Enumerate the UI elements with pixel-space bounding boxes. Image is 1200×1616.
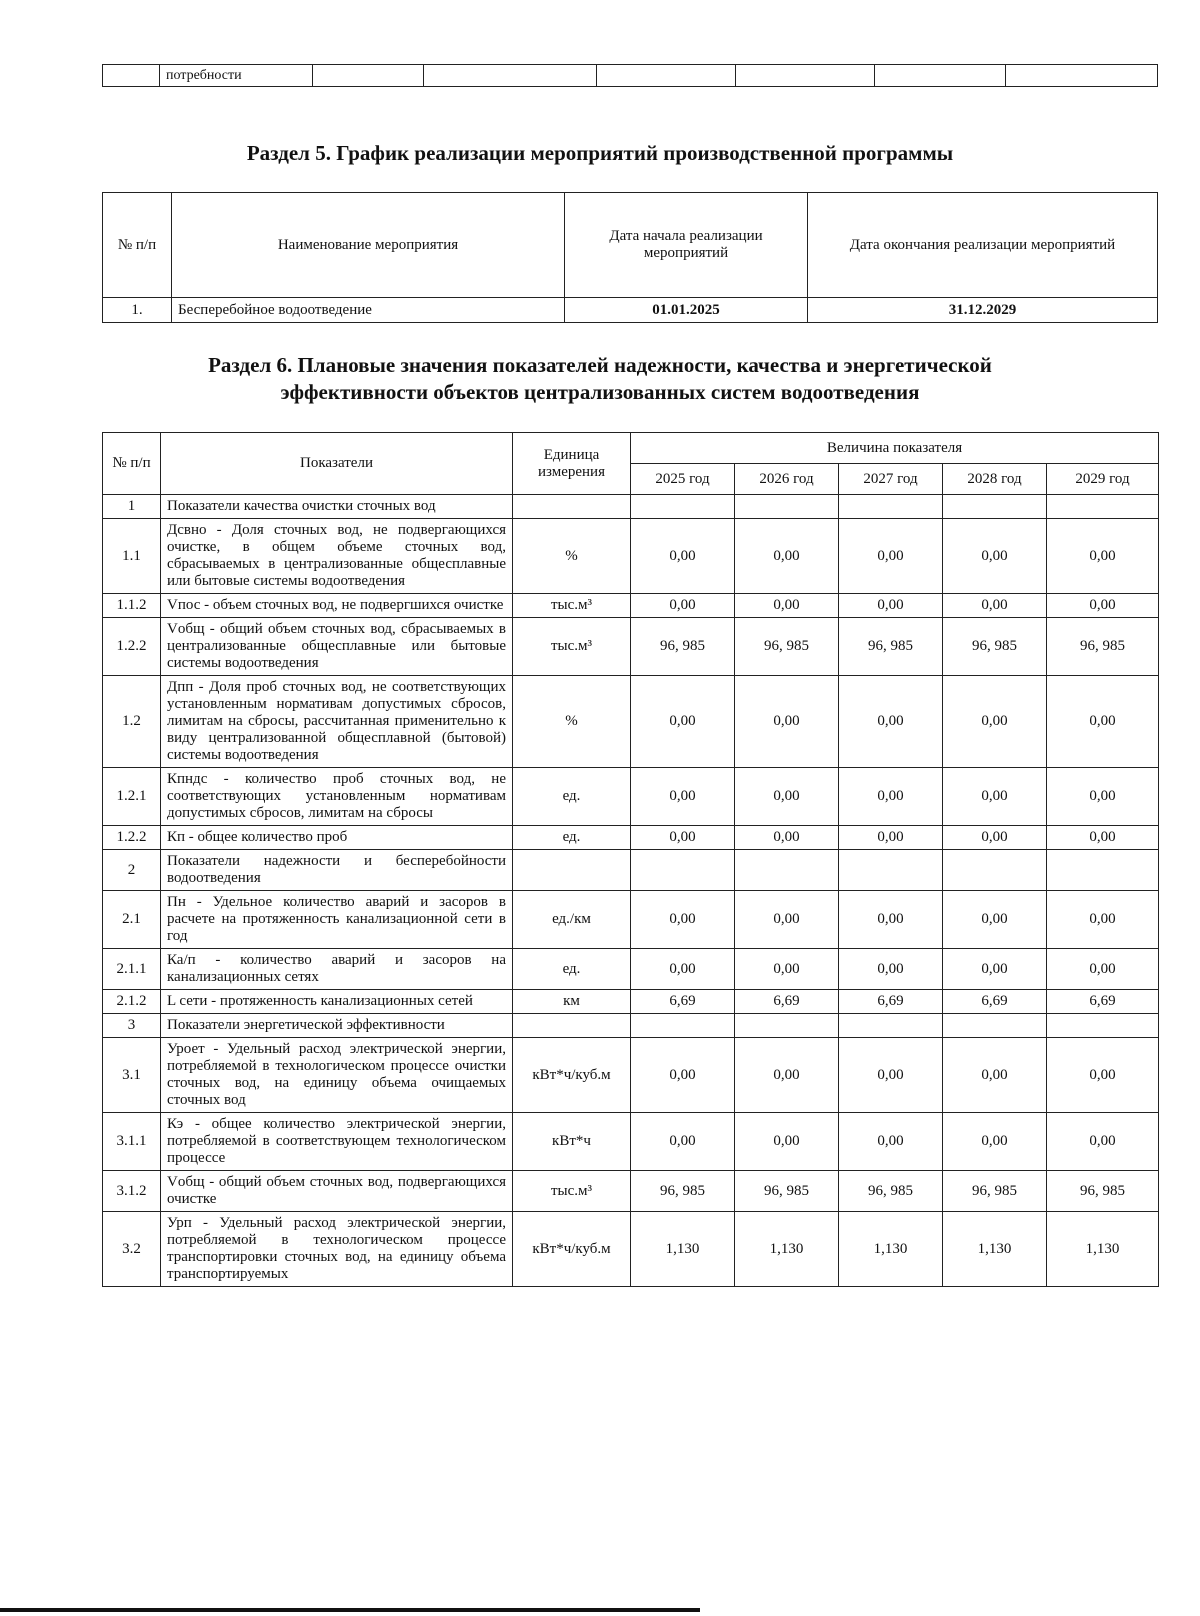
row-indicator: Vпос - объем сточных вод, не подвергшихся очистке bbox=[161, 594, 513, 618]
row-value: 0,00 bbox=[1047, 768, 1159, 826]
row-indicator: Vобщ - общий объем сточных вод, сбрасываемых в централизованные общесплавные или бытовые системы водоотведения bbox=[161, 618, 513, 676]
row-value: 0,00 bbox=[943, 594, 1047, 618]
table-row bbox=[103, 826, 1159, 850]
row-value: 96, 985 bbox=[1047, 618, 1159, 676]
table-row bbox=[103, 594, 1159, 618]
row-num: 2.1.2 bbox=[103, 990, 161, 1014]
row-num: 1.1.2 bbox=[103, 594, 161, 618]
row-value: 0,00 bbox=[631, 676, 735, 768]
row-value: 96, 985 bbox=[943, 1171, 1047, 1212]
row-value: 0,00 bbox=[943, 949, 1047, 990]
row-num: 1.2 bbox=[103, 676, 161, 768]
header-unit: Единица измерения bbox=[513, 433, 631, 495]
row-value: 96, 985 bbox=[839, 618, 943, 676]
row-value: 1,130 bbox=[631, 1212, 735, 1287]
section6-table-body bbox=[103, 495, 1159, 1287]
table-row bbox=[103, 891, 1159, 949]
table-cell bbox=[313, 65, 424, 87]
row-value: 0,00 bbox=[839, 594, 943, 618]
table-row bbox=[103, 1014, 1159, 1038]
row-value bbox=[943, 1014, 1047, 1038]
header-year: 2026 год bbox=[735, 464, 839, 495]
table-row bbox=[103, 1113, 1159, 1171]
header-num: № п/п bbox=[103, 193, 172, 298]
row-value: 6,69 bbox=[735, 990, 839, 1014]
row-value bbox=[735, 1014, 839, 1038]
row-unit: тыс.м³ bbox=[513, 618, 631, 676]
row-value: 0,00 bbox=[839, 1113, 943, 1171]
row-value bbox=[735, 495, 839, 519]
row-value: 1,130 bbox=[735, 1212, 839, 1287]
row-value: 6,69 bbox=[631, 990, 735, 1014]
table-cell bbox=[1006, 65, 1158, 87]
row-num: 1.2.1 bbox=[103, 768, 161, 826]
row-value: 0,00 bbox=[943, 891, 1047, 949]
row-num: 3 bbox=[103, 1014, 161, 1038]
row-end-date: 31.12.2029 bbox=[808, 298, 1158, 323]
table-row bbox=[103, 1171, 1159, 1212]
table-cell: потребности bbox=[160, 65, 313, 87]
row-value: 0,00 bbox=[1047, 826, 1159, 850]
row-value: 96, 985 bbox=[735, 618, 839, 676]
row-num: 3.1 bbox=[103, 1038, 161, 1113]
row-unit: ед./км bbox=[513, 891, 631, 949]
row-unit bbox=[513, 1014, 631, 1038]
row-unit: % bbox=[513, 676, 631, 768]
row-value bbox=[631, 1014, 735, 1038]
row-num: 1.2.2 bbox=[103, 618, 161, 676]
table-cell bbox=[424, 65, 597, 87]
row-num: 1.2.2 bbox=[103, 826, 161, 850]
row-num: 1.1 bbox=[103, 519, 161, 594]
table-header-row bbox=[103, 193, 1158, 298]
row-value: 6,69 bbox=[943, 990, 1047, 1014]
row-value: 0,00 bbox=[1047, 949, 1159, 990]
row-value: 0,00 bbox=[631, 768, 735, 826]
row-value: 0,00 bbox=[631, 949, 735, 990]
header-end: Дата окончания реализации мероприятий bbox=[808, 193, 1158, 298]
table-cell bbox=[103, 65, 160, 87]
row-value: 1,130 bbox=[1047, 1212, 1159, 1287]
row-value bbox=[1047, 1014, 1159, 1038]
section6-title bbox=[0, 352, 1200, 406]
row-value: 0,00 bbox=[1047, 1113, 1159, 1171]
row-value: 0,00 bbox=[943, 826, 1047, 850]
row-num: 2 bbox=[103, 850, 161, 891]
row-value: 96, 985 bbox=[839, 1171, 943, 1212]
row-value: 0,00 bbox=[735, 768, 839, 826]
row-value: 0,00 bbox=[735, 826, 839, 850]
header-year: 2028 год bbox=[943, 464, 1047, 495]
row-start-date: 01.01.2025 bbox=[565, 298, 808, 323]
row-value: 0,00 bbox=[631, 1113, 735, 1171]
row-value bbox=[839, 850, 943, 891]
row-value: 0,00 bbox=[943, 1038, 1047, 1113]
row-value: 6,69 bbox=[1047, 990, 1159, 1014]
row-indicator: Пн - Удельное количество аварий и засоров в расчете на протяженность канализационной сети в год bbox=[161, 891, 513, 949]
row-value bbox=[1047, 850, 1159, 891]
row-unit: тыс.м³ bbox=[513, 1171, 631, 1212]
row-value: 6,69 bbox=[839, 990, 943, 1014]
header-num: № п/п bbox=[103, 433, 161, 495]
row-unit: км bbox=[513, 990, 631, 1014]
row-value: 0,00 bbox=[839, 519, 943, 594]
section5-title: Раздел 5. График реализации мероприятий производственной программы bbox=[246, 141, 954, 165]
row-indicator: Дпп - Доля проб сточных вод, не соответствующих установленным нормативам допустимых сбросов, лимитам на сбросы, рассчитанная применительно к виду централизованной общесплавной (бытовой) системы водоотведения bbox=[161, 676, 513, 768]
row-num: 2.1.1 bbox=[103, 949, 161, 990]
row-value: 96, 985 bbox=[943, 618, 1047, 676]
row-num: 2.1 bbox=[103, 891, 161, 949]
row-indicator: Vобщ - общий объем сточных вод, подвергающихся очистке bbox=[161, 1171, 513, 1212]
row-indicator: Уроет - Удельный расход электрической энергии, потребляемой в технологическом процессе очистки сточных вод, на единицу объема очищаемых сточных вод bbox=[161, 1038, 513, 1113]
row-unit: ед. bbox=[513, 949, 631, 990]
row-value: 0,00 bbox=[839, 826, 943, 850]
row-value: 0,00 bbox=[631, 519, 735, 594]
row-value: 0,00 bbox=[735, 1113, 839, 1171]
header-value-group: Величина показателя bbox=[631, 433, 1159, 464]
row-value bbox=[839, 495, 943, 519]
row-value: 0,00 bbox=[1047, 1038, 1159, 1113]
row-indicator: Кпндс - количество проб сточных вод, не соответствующих установленным нормативам допустимых сбросов, лимитам на сбросы bbox=[161, 768, 513, 826]
table-cell bbox=[875, 65, 1006, 87]
table-row bbox=[103, 1212, 1159, 1287]
row-indicator: Дсвно - Доля сточных вод, не подвергающихся очистке, в общем объеме сточных вод, сбрасываемых в централизованные общесплавные или бытовые системы водоотведения bbox=[161, 519, 513, 594]
row-value: 96, 985 bbox=[1047, 1171, 1159, 1212]
table-header-row bbox=[103, 433, 1159, 464]
table-row bbox=[103, 495, 1159, 519]
row-indicator: Показатели энергетической эффективности bbox=[161, 1014, 513, 1038]
row-num: 1. bbox=[103, 298, 172, 323]
header-year: 2029 год bbox=[1047, 464, 1159, 495]
row-value: 96, 985 bbox=[631, 1171, 735, 1212]
row-indicator: Ка/п - количество аварий и засоров на канализационных сетях bbox=[161, 949, 513, 990]
row-indicator: L сети - протяженность канализационных сетей bbox=[161, 990, 513, 1014]
row-value: 0,00 bbox=[631, 1038, 735, 1113]
row-indicator: Кп - общее количество проб bbox=[161, 826, 513, 850]
table-row bbox=[103, 65, 1158, 87]
section6-table bbox=[102, 432, 1159, 1287]
row-value bbox=[943, 495, 1047, 519]
row-value: 96, 985 bbox=[735, 1171, 839, 1212]
row-value bbox=[631, 495, 735, 519]
row-value: 0,00 bbox=[943, 768, 1047, 826]
row-value: 0,00 bbox=[631, 826, 735, 850]
row-value: 0,00 bbox=[735, 594, 839, 618]
row-value: 0,00 bbox=[735, 1038, 839, 1113]
row-value: 1,130 bbox=[839, 1212, 943, 1287]
table-row bbox=[103, 618, 1159, 676]
table-cell bbox=[736, 65, 875, 87]
table-row bbox=[103, 298, 1158, 323]
previous-table-fragment bbox=[102, 64, 1158, 87]
row-value: 0,00 bbox=[1047, 519, 1159, 594]
row-num: 1 bbox=[103, 495, 161, 519]
row-value bbox=[1047, 495, 1159, 519]
row-value: 0,00 bbox=[1047, 594, 1159, 618]
row-unit bbox=[513, 495, 631, 519]
row-value: 96, 985 bbox=[631, 618, 735, 676]
row-num: 3.2 bbox=[103, 1212, 161, 1287]
row-unit: кВт*ч/куб.м bbox=[513, 1212, 631, 1287]
table-cell bbox=[597, 65, 736, 87]
row-num: 3.1.2 bbox=[103, 1171, 161, 1212]
row-value: 0,00 bbox=[1047, 891, 1159, 949]
row-value: 0,00 bbox=[839, 949, 943, 990]
row-unit: ед. bbox=[513, 768, 631, 826]
section6-title-line2: эффективности объектов централизованных систем водоотведения bbox=[280, 380, 920, 404]
table-row bbox=[103, 1038, 1159, 1113]
row-name: Бесперебойное водоотведение bbox=[172, 298, 565, 323]
row-value: 1,130 bbox=[943, 1212, 1047, 1287]
row-indicator: Урп - Удельный расход электрической энергии, потребляемой в технологическом процессе транспортировки сточных вод, на единицу объема транспортируемых bbox=[161, 1212, 513, 1287]
row-num: 3.1.1 bbox=[103, 1113, 161, 1171]
row-value: 0,00 bbox=[735, 891, 839, 949]
header-indicators: Показатели bbox=[161, 433, 513, 495]
page-edge-line bbox=[0, 1608, 700, 1612]
table-row bbox=[103, 768, 1159, 826]
row-indicator: Показатели надежности и бесперебойности водоотведения bbox=[161, 850, 513, 891]
table-row bbox=[103, 519, 1159, 594]
row-unit: кВт*ч bbox=[513, 1113, 631, 1171]
row-indicator: Кэ - общее количество электрической энергии, потребляемой в соответствующем технологическом процессе bbox=[161, 1113, 513, 1171]
row-value bbox=[735, 850, 839, 891]
header-start: Дата начала реализации мероприятий bbox=[565, 193, 808, 298]
row-unit: ед. bbox=[513, 826, 631, 850]
row-value: 0,00 bbox=[1047, 676, 1159, 768]
row-unit bbox=[513, 850, 631, 891]
row-value bbox=[839, 1014, 943, 1038]
table-row bbox=[103, 676, 1159, 768]
row-value: 0,00 bbox=[631, 594, 735, 618]
row-value: 0,00 bbox=[839, 891, 943, 949]
section5-table bbox=[102, 192, 1158, 323]
row-value: 0,00 bbox=[839, 676, 943, 768]
header-year: 2027 год bbox=[839, 464, 943, 495]
table-row bbox=[103, 850, 1159, 891]
row-value: 0,00 bbox=[735, 949, 839, 990]
row-value: 0,00 bbox=[631, 891, 735, 949]
row-value: 0,00 bbox=[839, 1038, 943, 1113]
row-unit: % bbox=[513, 519, 631, 594]
row-value: 0,00 bbox=[735, 676, 839, 768]
table-row bbox=[103, 990, 1159, 1014]
row-value: 0,00 bbox=[943, 676, 1047, 768]
row-value: 0,00 bbox=[839, 768, 943, 826]
row-unit: кВт*ч/куб.м bbox=[513, 1038, 631, 1113]
table-row bbox=[103, 949, 1159, 990]
row-value: 0,00 bbox=[943, 519, 1047, 594]
section6-title-line1: Раздел 6. Плановые значения показателей надежности, качества и энергетической bbox=[208, 353, 992, 377]
header-name: Наименование мероприятия bbox=[172, 193, 565, 298]
row-value: 0,00 bbox=[735, 519, 839, 594]
row-value bbox=[943, 850, 1047, 891]
row-value bbox=[631, 850, 735, 891]
row-indicator: Показатели качества очистки сточных вод bbox=[161, 495, 513, 519]
row-value: 0,00 bbox=[943, 1113, 1047, 1171]
header-year: 2025 год bbox=[631, 464, 735, 495]
row-unit: тыс.м³ bbox=[513, 594, 631, 618]
